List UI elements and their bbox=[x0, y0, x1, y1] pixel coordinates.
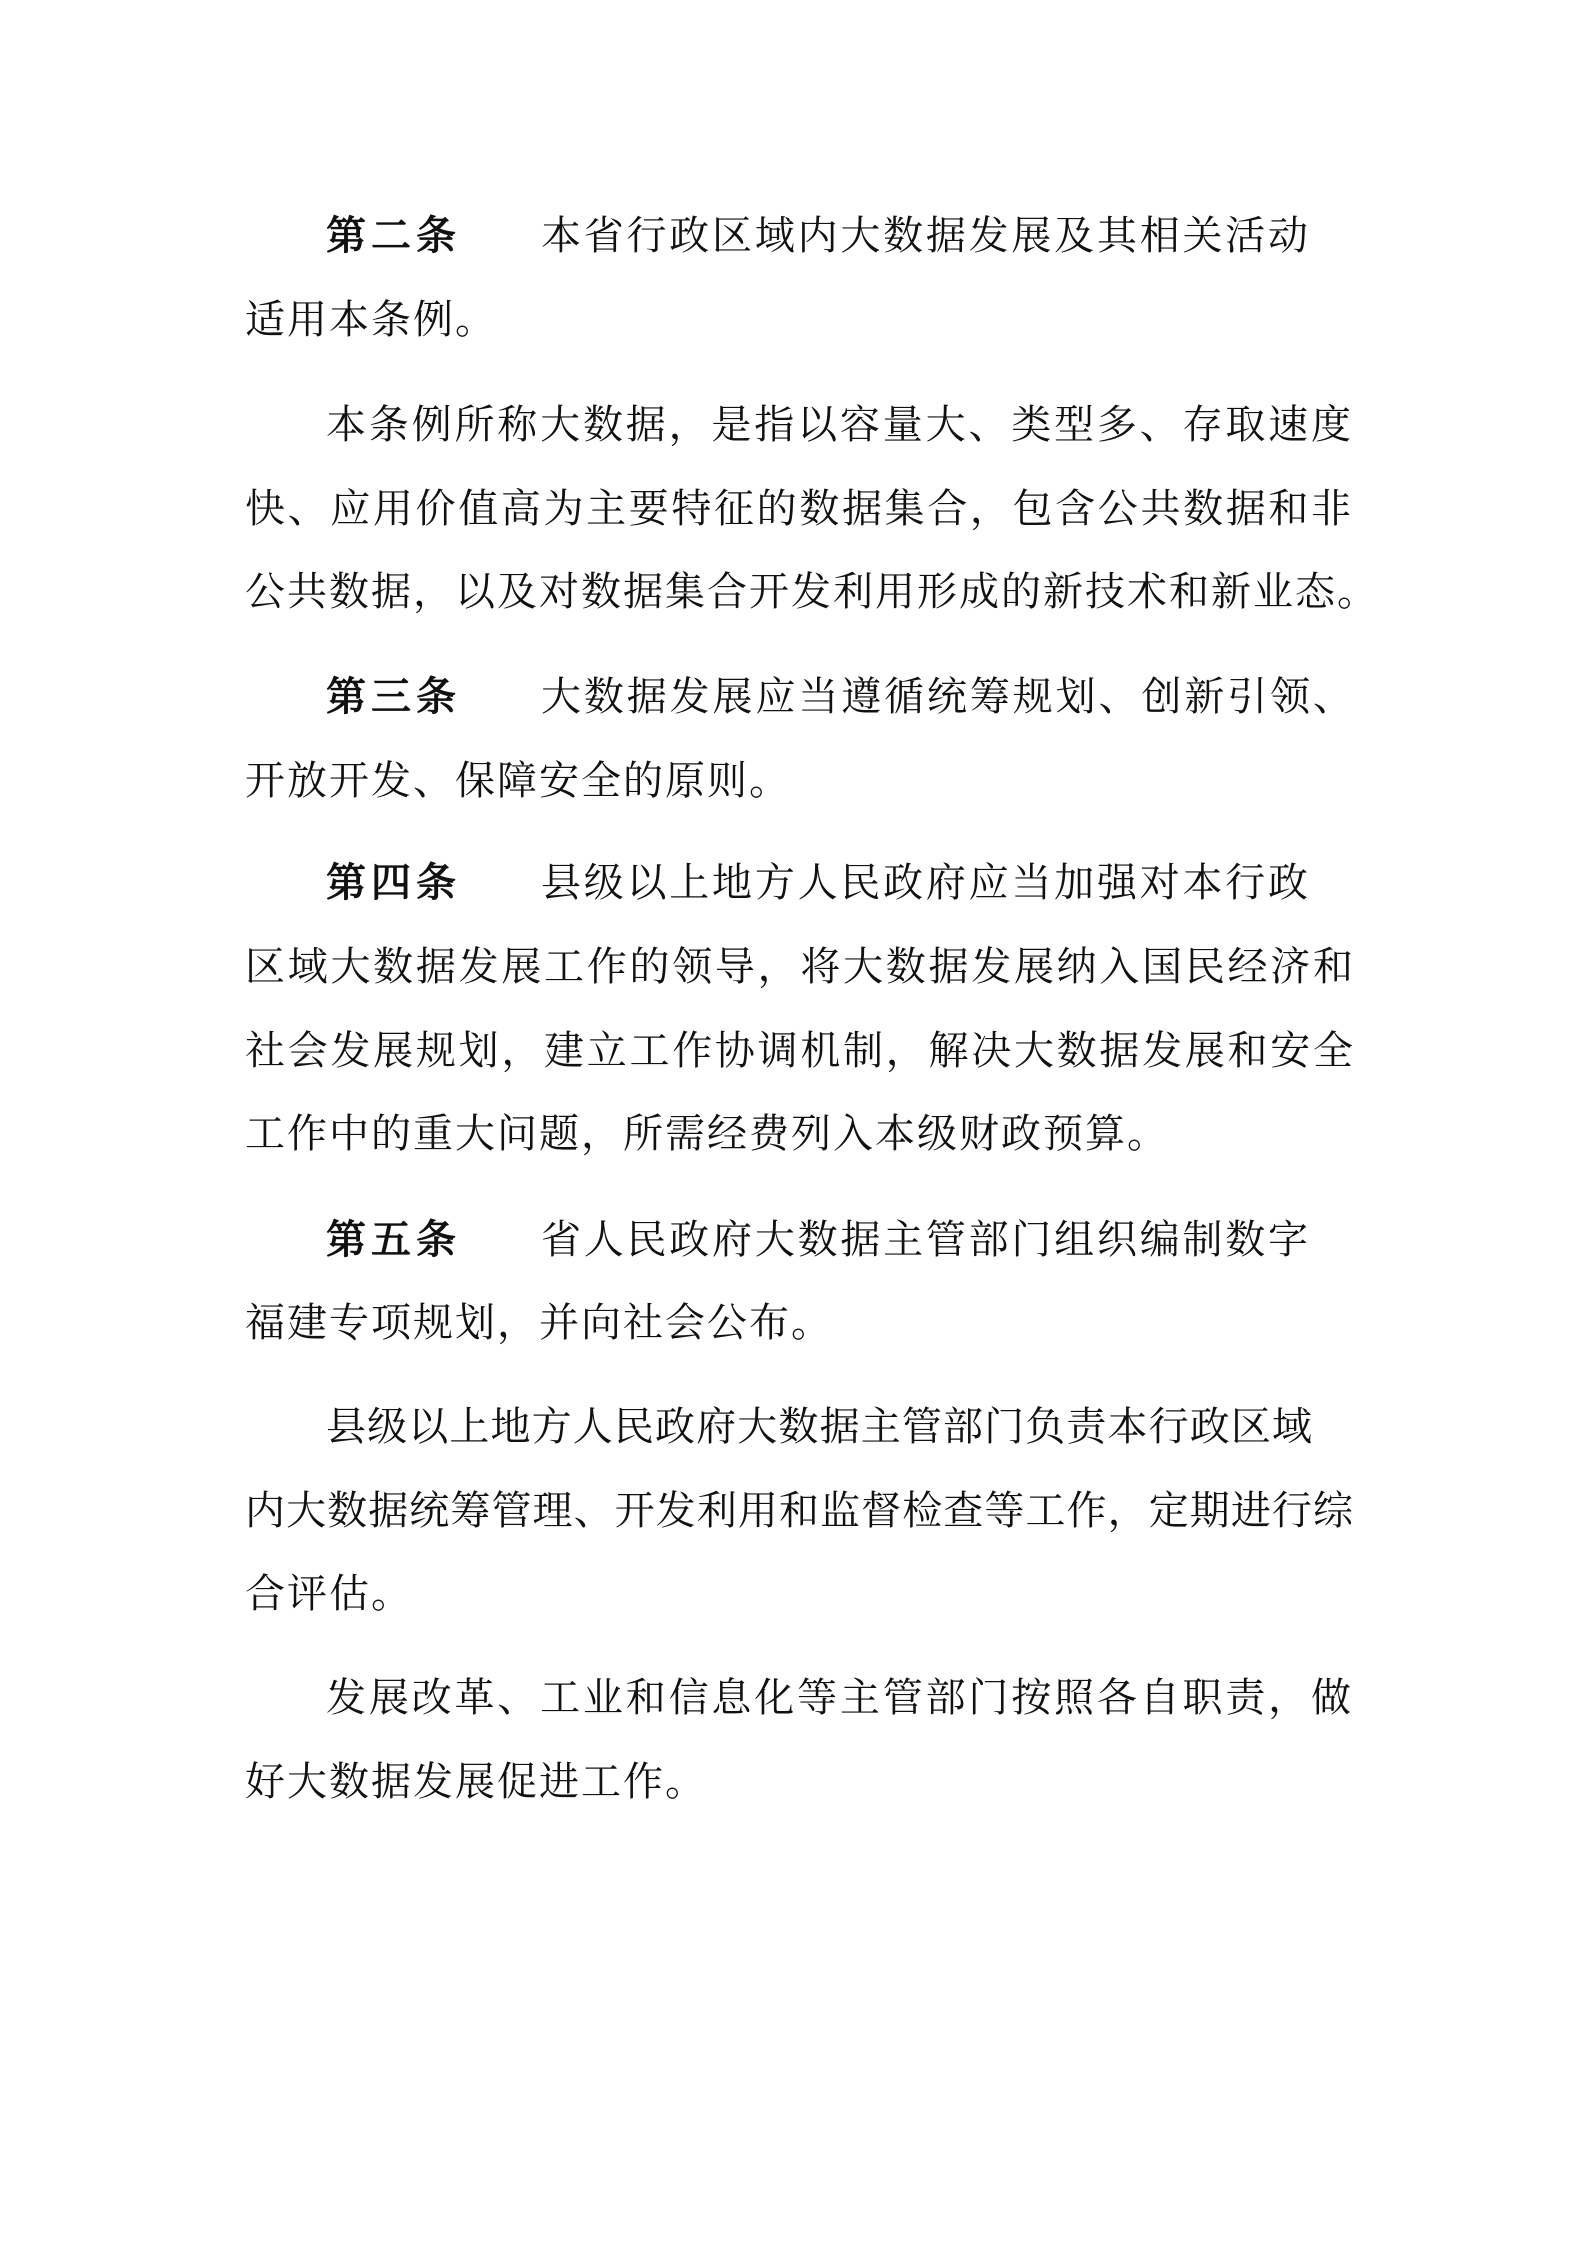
text-line: 县级以上地方人民政府大数据主管部门负责本行政区域 bbox=[326, 1404, 1312, 1450]
text-line: 社会发展规划，建立工作协调机制，解决大数据发展和安全 bbox=[245, 1028, 1353, 1074]
text-line: 本省行政区域内大数据发展及其相关活动 bbox=[541, 213, 1308, 259]
text-line: 公共数据，以及对数据集合开发利用形成的新技术和新业态。 bbox=[245, 569, 1377, 615]
article-heading: 第五条 bbox=[326, 1217, 456, 1263]
text-line: 内大数据统筹管理、开发利用和监督检查等工作，定期进行综 bbox=[245, 1488, 1353, 1534]
text-line: 合评估。 bbox=[245, 1571, 413, 1617]
text-line: 福建专项规划，并向社会公布。 bbox=[245, 1300, 833, 1346]
text-line: 本条例所称大数据，是指以容量大、类型多、存取速度 bbox=[326, 402, 1351, 448]
text-line: 区域大数据发展工作的领导，将大数据发展纳入国民经济和 bbox=[245, 944, 1353, 990]
article-heading: 第二条 bbox=[326, 213, 456, 259]
text-line: 省人民政府大数据主管部门组织编制数字 bbox=[541, 1217, 1308, 1263]
text-line: 好大数据发展促进工作。 bbox=[245, 1759, 707, 1805]
text-line: 工作中的重大问题，所需经费列入本级财政预算。 bbox=[245, 1111, 1169, 1157]
article-heading: 第四条 bbox=[326, 860, 456, 906]
text-line: 县级以上地方人民政府应当加强对本行政 bbox=[541, 860, 1308, 906]
text-line: 适用本条例。 bbox=[245, 297, 497, 343]
text-line: 开放开发、保障安全的原则。 bbox=[245, 758, 791, 804]
text-line: 大数据发展应当遵循统筹规划、创新引领、 bbox=[541, 674, 1353, 720]
article-heading: 第三条 bbox=[326, 674, 456, 720]
text-line: 快、应用价值高为主要特征的数据集合，包含公共数据和非 bbox=[245, 486, 1351, 532]
text-line: 发展改革、工业和信息化等主管部门按照各自职责，做 bbox=[326, 1675, 1351, 1721]
